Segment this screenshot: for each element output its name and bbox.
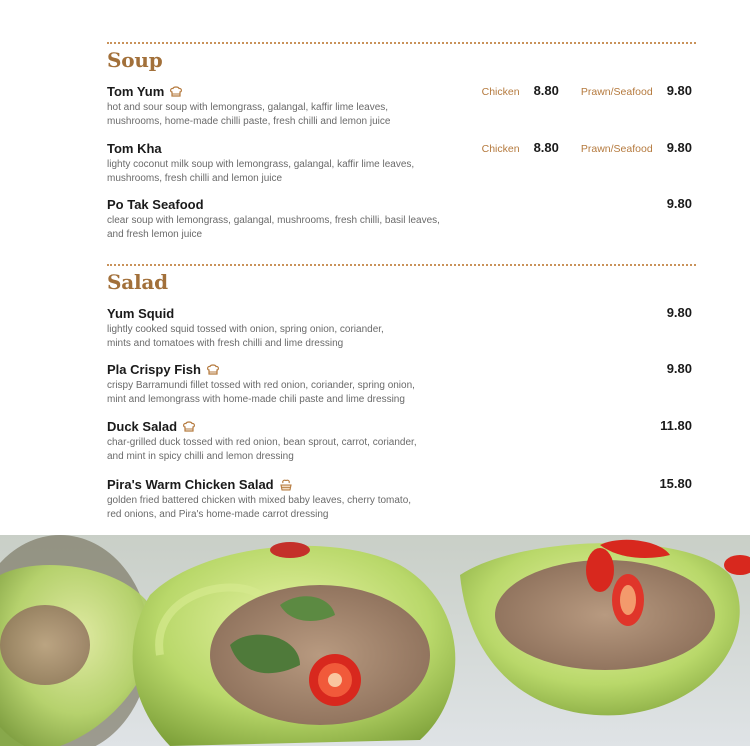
item-name: Yum Squid: [107, 306, 175, 321]
section-title-salad: Salad: [107, 270, 168, 294]
option-label: Chicken: [481, 143, 520, 155]
item-description: [107, 214, 467, 242]
item-price: 11.80: [660, 418, 692, 433]
item-price: 9.80: [666, 305, 692, 320]
item-description-line: lighty coconut milk soup with lemongrass, galangal, kaffir lime leaves,: [107, 159, 415, 170]
item-description: [107, 494, 467, 522]
chef-hat-icon: [169, 85, 183, 99]
item-description: [107, 158, 467, 186]
option-label: Chicken: [481, 86, 520, 98]
item-prices: [667, 361, 692, 376]
section-divider: [107, 42, 696, 44]
item-name-row: [107, 84, 183, 100]
item-name-row: [107, 477, 293, 493]
item-description-line: clear soup with lemongrass, galangal, mushrooms, fresh chilli, basil leaves,: [107, 215, 440, 226]
item-name-row: [107, 419, 196, 435]
item-description-line: lightly cooked squid tossed with onion, spring onion, coriander,: [107, 324, 384, 335]
item-price: 15.80: [659, 476, 692, 491]
item-prices: [482, 83, 692, 98]
item-name: Duck Salad: [107, 419, 178, 434]
lettuce-cups-image: [0, 535, 750, 746]
menu-item-tom-kha: [107, 140, 696, 186]
chef-hat-icon: [182, 420, 196, 434]
item-description: [107, 379, 467, 407]
item-prices: [659, 476, 692, 491]
item-description-line: char-grilled duck tossed with red onion, bean sprout, carrot, coriander,: [107, 437, 417, 448]
option-label: Prawn/Seafood: [580, 143, 653, 155]
item-prices: [667, 305, 692, 320]
signature-dish-icon: [279, 478, 293, 492]
section-divider: [107, 264, 696, 266]
item-prices: [482, 140, 692, 155]
option-price: 8.80: [533, 140, 559, 155]
item-name-row: [107, 141, 162, 157]
item-name: Tom Kha: [107, 141, 162, 156]
item-description-line: golden fried battered chicken with mixed baby leaves, cherry tomato,: [107, 495, 412, 506]
item-description: [107, 101, 467, 129]
item-description-line: and mint in spicy chilli and lemon dressing: [107, 451, 294, 462]
item-description-line: crispy Barramundi fillet tossed with red onion, coriander, spring onion,: [107, 380, 415, 391]
section-title-soup: Soup: [107, 48, 163, 72]
option-price: 8.80: [533, 83, 559, 98]
option-label: Prawn/Seafood: [580, 86, 653, 98]
menu-item-duck-salad: [107, 418, 696, 464]
menu-item-pla-crispy-fish: [107, 361, 696, 407]
item-prices: [667, 196, 692, 211]
item-name: Tom Yum: [107, 84, 165, 99]
item-price: 9.80: [666, 361, 692, 376]
item-description-line: mushrooms, fresh chilli and lemon juice: [107, 173, 283, 184]
item-prices: [660, 418, 692, 433]
chef-hat-icon: [206, 363, 220, 377]
item-name-row: [107, 197, 204, 213]
food-photo: [0, 535, 750, 746]
item-description-line: hot and sour soup with lemongrass, galangal, kaffir lime leaves,: [107, 102, 389, 113]
item-name-row: [107, 306, 174, 322]
item-description: [107, 323, 467, 351]
item-description-line: red onions, and Pira's home-made carrot dressing: [107, 509, 329, 520]
item-name-row: [107, 362, 220, 378]
item-description: [107, 436, 467, 464]
item-price: 9.80: [666, 196, 692, 211]
item-name: Pira's Warm Chicken Salad: [107, 477, 274, 492]
item-description-line: mushrooms, home-made chilli paste, fresh chilli and lemon juice: [107, 116, 391, 127]
menu-item-po-tak-seafood: [107, 196, 696, 242]
item-description-line: mint and lemongrass with home-made chili paste and lime dressing: [107, 394, 405, 405]
menu-item-piras-warm-chicken-salad: [107, 476, 696, 522]
option-price: 9.80: [666, 140, 692, 155]
item-description-line: mints and tomatoes with fresh chilli and lime dressing: [107, 338, 344, 349]
option-price: 9.80: [666, 83, 692, 98]
menu-item-yum-squid: [107, 305, 696, 351]
item-name: Pla Crispy Fish: [107, 362, 201, 377]
item-description-line: and fresh lemon juice: [107, 229, 203, 240]
menu-item-tom-yum: [107, 83, 696, 129]
item-name: Po Tak Seafood: [107, 197, 204, 212]
